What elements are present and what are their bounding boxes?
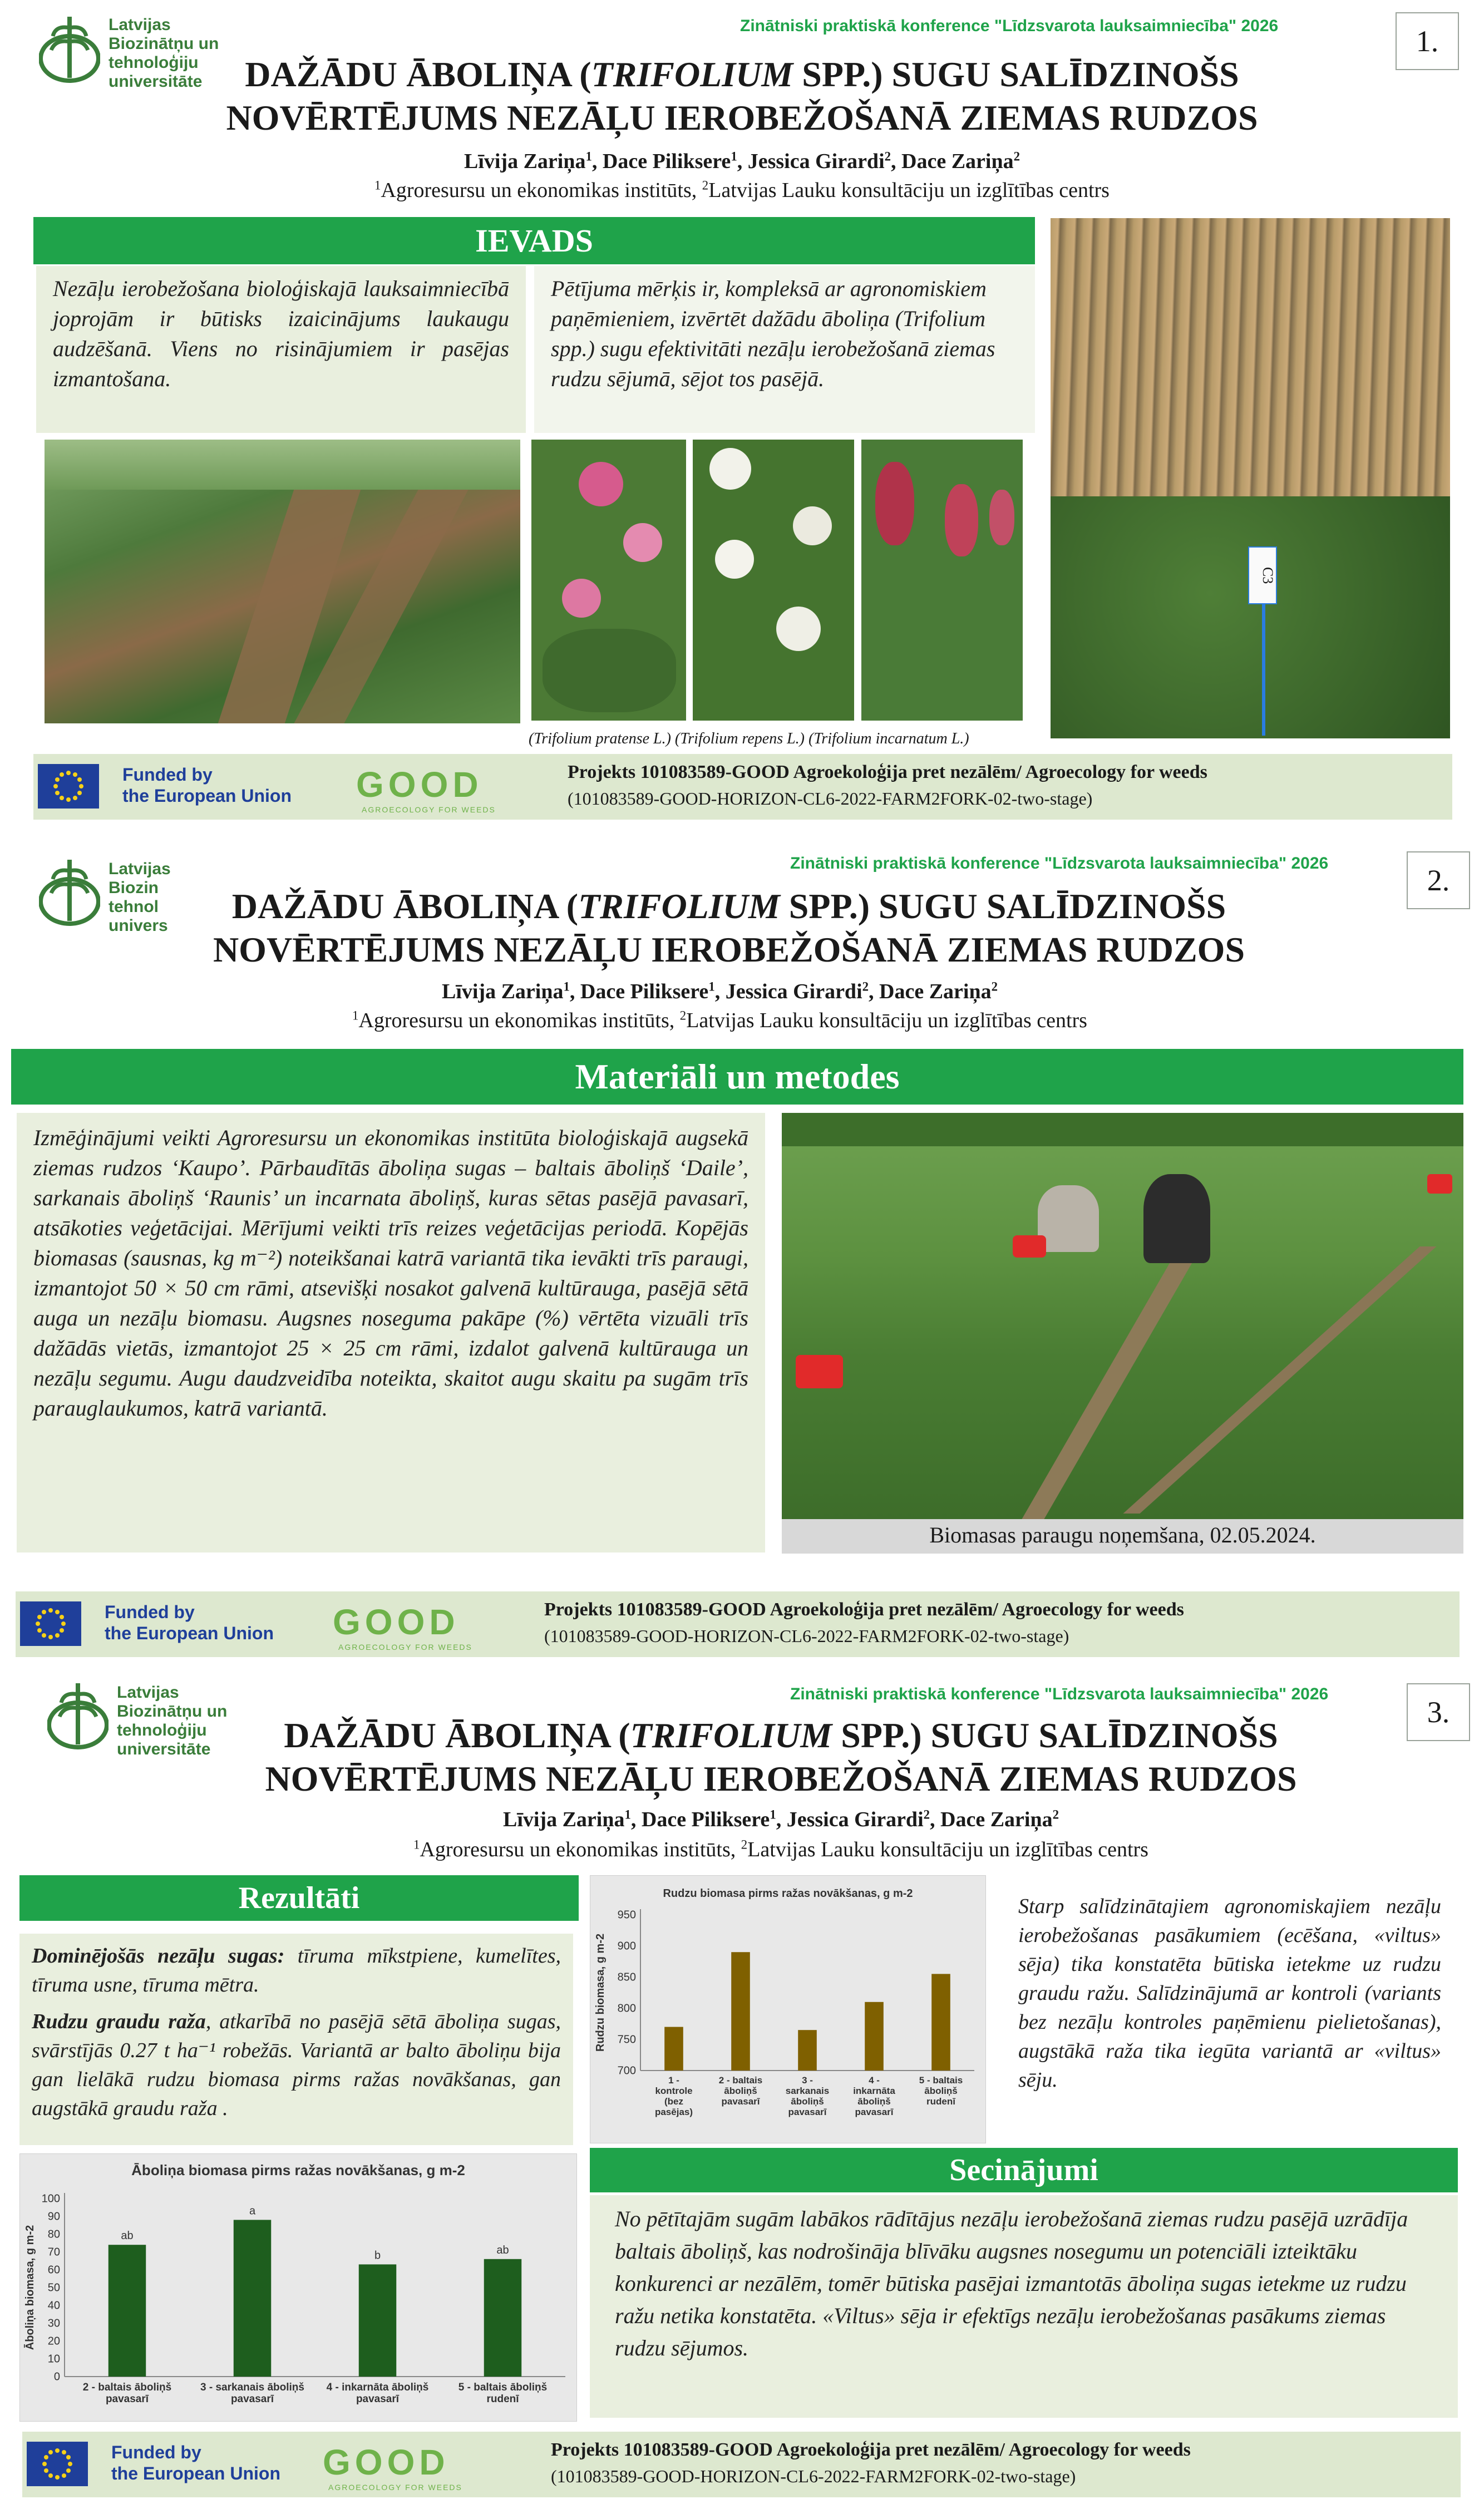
- rye-biomass-chart: [590, 1875, 986, 2143]
- photo-caption: Biomasas paraugu noņemšana, 02.05.2024.: [929, 1522, 1316, 1547]
- x-tick-label: 4 - inkarnāta āboliņš pavasarī: [326, 2382, 429, 2405]
- slide-3: [0, 1664, 1484, 2504]
- good-logo-icon: GOOD: [333, 1602, 460, 1642]
- x-tick-label: 3 - sarkanais āboliņš pavasarī: [200, 2382, 304, 2405]
- y-tick-label: 80: [47, 2228, 60, 2241]
- good-logo-subtitle: AGROECOLOGY FOR WEEDS: [362, 805, 496, 814]
- species-caption: (Trifolium pratense L.) (Trifolium repens L.) (Trifolium incarnatum L.): [529, 730, 969, 747]
- chart-title: Āboliņa biomasa pirms ražas novākšanas, g m-2: [131, 2162, 465, 2178]
- conference-title: Zinātniski praktiskā konference "Līdzsvarota lauksaimniecība" 2026: [790, 1685, 1329, 1703]
- footer: [16, 1591, 1460, 1657]
- bar: [109, 2245, 146, 2377]
- y-tick-label: 800: [617, 2002, 636, 2015]
- slide-2: [0, 829, 1484, 1664]
- bar: [731, 1952, 750, 2071]
- project-line-2: (101083589-GOOD-HORIZON-CL6-2022-FARM2FORK-02-two-stage): [551, 2466, 1076, 2486]
- bar: [484, 2259, 522, 2377]
- eu-flag-icon: [38, 764, 99, 809]
- bar-data-label: ab: [121, 2230, 134, 2242]
- sample-bag: [796, 1355, 843, 1388]
- affiliations: $^1$Agroresursu un ekonomikas institūts, $^2$Latvijas Lauku konsultāciju un izglītības centrs: [374, 178, 1110, 202]
- funded-by-eu-text: Funded by the European Union: [111, 2442, 280, 2483]
- trifolium-pratense-photo: [531, 440, 686, 721]
- poster-title: DAŽĀDU ĀBOLIŅA (TRIFOLIUM SPP.) SUGU SALĪDZINOŠS NOVĒRTĒJUMS NEZĀĻU IEROBEŽOŠANĀ ZIEMAS RUDZOS: [226, 55, 1258, 137]
- y-tick-label: 750: [617, 2033, 636, 2046]
- authors: Līvija Zariņa$^1$, Dace Piliksere$^1$, Jessica Girardi$^2$, Dace Zariņa$^2$: [464, 149, 1020, 173]
- person-1: [1038, 1185, 1099, 1252]
- y-tick-label: 40: [47, 2299, 60, 2312]
- conference-title: Zinātniski praktiskā konference "Līdzsvarota lauksaimniecība" 2026: [790, 854, 1329, 873]
- intro-right-text: Pētījuma mērķis ir, kompleksā ar agronomiskiem paņēmieniem, izvērtēt dažādu āboliņa (Trifolium spp.) sugu efektivitāti nezāļu ierobežošanā ziemas rudzu sējumā, sējot tos pasējā.: [534, 266, 1035, 433]
- university-logo-text: Latvijas Biozinātņu un tehnoloģiju universitāte: [109, 16, 219, 91]
- authors: Līvija Zariņa$^1$, Dace Piliksere$^1$, Jessica Girardi$^2$, Dace Zariņa$^2$: [502, 1807, 1059, 1831]
- eu-flag-icon: [20, 1601, 81, 1646]
- funded-by-eu-text: Funded by the European Union: [105, 1602, 274, 1643]
- y-tick-label: 900: [617, 1940, 636, 1953]
- conference-title: Zinātniski praktiskā konference "Līdzsvarota lauksaimniecība" 2026: [740, 17, 1279, 35]
- affiliations: $^1$Agroresursu un ekonomikas institūts, $^2$Latvijas Lauku konsultāciju un izglītības centrs: [413, 1837, 1148, 1861]
- section-title-methods: Materiāli un metodes: [11, 1049, 1463, 1105]
- rye-biomass-chart-svg: [590, 1876, 985, 2143]
- authors: Līvija Zariņa$^1$, Dace Piliksere$^1$, Jessica Girardi$^2$, Dace Zariņa$^2$: [441, 979, 998, 1003]
- y-tick-label: 30: [47, 2317, 60, 2330]
- footer: [33, 754, 1452, 820]
- y-tick-label: 950: [617, 1909, 636, 1921]
- clover-biomass-chart: [19, 2153, 577, 2422]
- y-tick-label: 10: [47, 2353, 60, 2365]
- footer: [22, 2432, 1461, 2497]
- section-title-results: Rezultāti: [19, 1875, 579, 1921]
- x-tick-label: 2 - baltais āboliņš pavasarī: [718, 2075, 763, 2107]
- field-photo: [45, 440, 520, 723]
- eu-flag-icon: [27, 2442, 88, 2486]
- x-tick-label: 2 - baltais āboliņš pavasarī: [82, 2382, 172, 2405]
- biomass-sampling-photo: [782, 1113, 1463, 1519]
- bar: [234, 2220, 272, 2377]
- trifolium-incarnatum-photo: [861, 440, 1023, 721]
- methods-text: Izmēģinājumi veikti Agroresursu un ekonomikas institūta bioloģiskajā augsekā ziemas rudzos ‘Kaupo’. Pārbaudītās āboliņa sugas – baltais āboliņš ‘Daile’, sarkanais āboliņš ‘Raunis’ un incarnata āboliņš, kuras sētas pasējā pavasarī, atsākoties veģetācijai. Mērījumi veikti trīs reizes veģetācijas periodā. Kopējās biomasas (sausnas, kg m⁻²) noteikšanai katrā variantā tika ievākti trīs paraugi, izmantojot 50 × 50 cm rāmi, atsevišķi nosakot galvenā kultūrauga, pasējā sētā auga un nezāļu biomasu. Augsnes noseguma pakāpe (%) vērtēta vizuāli trīs dažādās vietās, izmantojot 25 × 25 cm rāmi, izdalot galvenā kultūrauga un nezāļu segumu. Augu daudzveidība noteikta, skaitot augu skaitu pa sugām trīs parauglaukumos, katrā variantā.: [17, 1113, 765, 1552]
- conclusions-text: No pētītajām sugām labākos rādītājus nezāļu ierobežošanā ziemas rudzu pasējā uzrādīja baltais āboliņš, kas nodrošināja blīvāku augsnes nosegumu un potenciāli izteiktāku konkurenci ar nezālēm, tomēr būtiska pasējai izmantotās āboliņa sugas ietekme uz rudzu ražu netika konstatēta. «Viltus» sēja ir efektīgs nezāļu ierobežošanas pasākums ziemas rudzu sējumos.: [590, 2195, 1458, 2418]
- project-line-2: (101083589-GOOD-HORIZON-CL6-2022-FARM2FORK-02-two-stage): [568, 788, 1093, 809]
- y-tick-label: 850: [617, 1971, 636, 1984]
- trifolium-repens-photo: [693, 440, 854, 721]
- project-line-2: (101083589-GOOD-HORIZON-CL6-2022-FARM2FORK-02-two-stage): [544, 1626, 1069, 1646]
- person-2: [1143, 1174, 1210, 1263]
- plot-label-tag: C3: [1248, 546, 1277, 604]
- x-tick-label: 3 -sarkanais āboliņš pavasarī: [785, 2075, 830, 2117]
- x-tick-label: 1 -kontrole (bez pasējas): [654, 2075, 693, 2117]
- section-title-ievads: IEVADS: [33, 217, 1035, 264]
- section-title-conclusions: Secinājumi: [590, 2148, 1458, 2192]
- page-number: 2.: [1407, 851, 1470, 909]
- poster-title: DAŽĀDU ĀBOLIŅA (TRIFOLIUM SPP.) SUGU SALĪDZINOŠS NOVĒRTĒJUMS NEZĀĻU IEROBEŽOŠANĀ ZIEMAS RUDZOS: [213, 886, 1245, 969]
- rye-plot-photo: [1051, 218, 1450, 738]
- dominant-weeds-text: Dominējošās nezāļu sugas: tīruma mīkstpiene, kumelītes, tīruma usne, tīruma mētra.: [32, 1944, 561, 1997]
- chart-title: Rudzu biomasa pirms ražas novākšanas, g m-2: [663, 1887, 913, 1900]
- project-line-1: Projekts 101083589-GOOD Agroekoloģija pret nezālēm/ Agroecology for weeds: [568, 762, 1207, 782]
- y-tick-label: 20: [47, 2335, 60, 2348]
- project-line-1: Projekts 101083589-GOOD Agroekoloģija pret nezālēm/ Agroecology for weeds: [551, 2439, 1191, 2460]
- y-tick-label: 100: [41, 2192, 60, 2205]
- project-line-1: Projekts 101083589-GOOD Agroekoloģija pret nezālēm/ Agroecology for weeds: [544, 1599, 1184, 1620]
- bar: [865, 2002, 884, 2071]
- good-logo-icon: GOOD: [356, 765, 483, 805]
- bar: [931, 1974, 950, 2071]
- bar: [664, 2027, 683, 2071]
- y-tick-label: 60: [47, 2264, 60, 2276]
- good-logo-subtitle: AGROECOLOGY FOR WEEDS: [328, 2483, 462, 2492]
- x-tick-label: 5 - baltais āboliņš rudenī: [919, 2075, 963, 2107]
- sample-bag: [1013, 1235, 1046, 1258]
- y-axis-label: Āboliņa biomasa, g m-2: [24, 2225, 36, 2350]
- y-axis-label: Rudzu biomasa, g m-2: [594, 1933, 607, 2052]
- good-logo-subtitle: AGROECOLOGY FOR WEEDS: [338, 1643, 472, 1652]
- clover-biomass-chart-svg: [20, 2154, 576, 2421]
- results-text: [19, 1934, 573, 2145]
- intro-left-text: Nezāļu ierobežošana bioloģiskajā lauksaimniecībā joprojām ir būtisks izaicinājums laukaugu audzēšanā. Viens no risinājumiem ir pasējas izmantošana.: [36, 266, 526, 433]
- bar-data-label: a: [249, 2205, 256, 2217]
- funded-by-eu-text: Funded by the European Union: [122, 765, 292, 806]
- page-number: 1.: [1396, 12, 1459, 70]
- bar-data-label: b: [374, 2249, 381, 2262]
- y-tick-label: 0: [53, 2370, 60, 2383]
- y-tick-label: 70: [47, 2246, 60, 2259]
- slide-1: [0, 0, 1484, 829]
- affiliations: $^1$Agroresursu un ekonomikas institūts, $^2$Latvijas Lauku konsultāciju un izglītības centrs: [352, 1008, 1087, 1032]
- y-tick-label: 700: [617, 2064, 636, 2077]
- university-logo-text: Latvijas Biozinātņu un tehnoloģiju universitāte: [117, 1683, 228, 1758]
- poster-title: DAŽĀDU ĀBOLIŅA (TRIFOLIUM SPP.) SUGU SALĪDZINOŠS NOVĒRTĒJUMS NEZĀĻU IEROBEŽOŠANĀ ZIEMAS RUDZOS: [265, 1716, 1297, 1798]
- bar-data-label: ab: [496, 2244, 509, 2256]
- rye-yield-text: Rudzu graudu raža, atkarībā no pasējā sētā āboliņa sugas, svārstījās 0.27 t ha⁻¹ robežās. Variantā ar balto āboliņu bija gan lielākā rudzu biomasa pirms ražas novākšanas, gan augstākā graudu raža .: [32, 2010, 561, 2120]
- university-logo-text: Latvijas Biozin tehnol univers: [109, 860, 171, 935]
- y-tick-label: 50: [47, 2281, 60, 2294]
- y-tick-label: 90: [47, 2210, 60, 2223]
- page-number: 3.: [1407, 1683, 1470, 1741]
- good-logo-icon: GOOD: [323, 2442, 450, 2482]
- bar: [359, 2264, 397, 2377]
- x-tick-label: 5 - baltais āboliņš rudenī: [458, 2382, 548, 2405]
- bar: [798, 2030, 817, 2071]
- right-discussion-text: Starp salīdzinātajiem agronomiskajiem nezāļu ierobežošanas pasākumiem (ecēšana, «viltus» sēja) tika konstatēta būtiska ietekme uz rudzu graudu ražu. Salīdzinājumā ar kontroli (variants bez nezāļu kontroles paņēmienu pielietošanas), augstākā raža tika iegūta variantā ar «viltus» sēju.: [1002, 1886, 1458, 2142]
- sample-bag: [1427, 1174, 1452, 1194]
- x-tick-label: 4 -inkarnāta āboliņš pavasarī: [853, 2075, 895, 2117]
